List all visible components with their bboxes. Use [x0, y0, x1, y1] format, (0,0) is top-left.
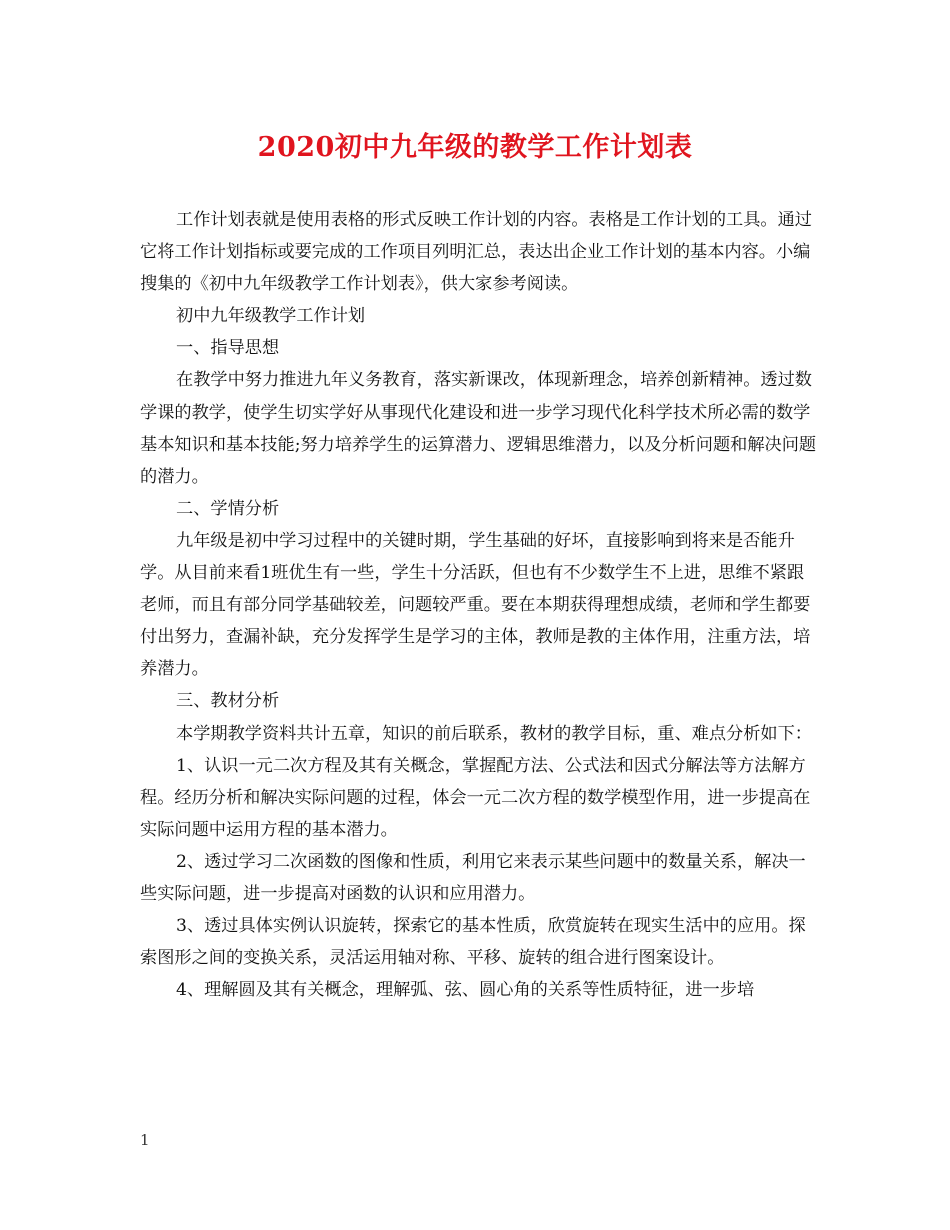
plan-heading: 初中九年级教学工作计划: [176, 306, 366, 327]
list-item-2: 2、透过学习二次函数的图像和性质，利用它来表示某些问题中的数量关系，解决一些实际问题，进一步提高对函数的认识和应用潜力。: [140, 851, 806, 904]
paragraph-textbook-analysis: 本学期教学资料共计五章，知识的前后联系，教材的教学目标，重、难点分析如下：: [176, 723, 812, 744]
paragraph-intro: 工作计划表就是使用表格的形式反映工作计划的内容。表格是工作计划的工具。通过它将工作计划指标或要完成的工作项目列明汇总，表达出企业工作计划的基本内容。小编搜集的《初中九年级教学工作计划表》，供大家参考阅读。: [140, 210, 812, 295]
document-title: 2020初中九年级的教学工作计划表: [257, 132, 693, 163]
list-item-3: 3、透过具体实例认识旋转，探索它的基本性质，欣赏旋转在现实生活中的应用。探索图形之间的变换关系，灵活运用轴对称、平移、旋转的组合进行图案设计。: [140, 916, 806, 969]
section-heading-guiding-idea: 一、指导思想: [176, 338, 280, 359]
paragraph-guiding-idea: 在教学中努力推进九年义务教育，落实新课改，体现新理念，培养创新精神。透过数学课的教学，使学生切实学好从事现代化建设和进一步学习现代化科学技术所必需的数学基本知识和基本技能;努力培养学生的运算潜力、逻辑思维潜力，以及分析问题和解决问题的潜力。: [140, 370, 817, 487]
list-item-4: 4、理解圆及其有关概念，理解弧、弦、圆心角的关系等性质特征，进一步培: [176, 980, 755, 1001]
page-number: 1: [140, 1131, 150, 1149]
document-body: [140, 204, 820, 1006]
section-heading-student-analysis: 二、学情分析: [176, 498, 280, 519]
section-heading-textbook-analysis: 三、教材分析: [176, 691, 280, 712]
paragraph-student-analysis: 九年级是初中学习过程中的关键时期，学生基础的好坏，直接影响到将来是否能升学。从目前来看1班优生有一些，学生十分活跃，但也有不少数学生不上进，思维不紧跟老师，而且有部分同学基础较差，问题较严重。要在本期获得理想成绩，老师和学生都要付出努力，查漏补缺，充分发挥学生是学习的主体，教师是教的主体作用，注重方法，培养潜力。: [140, 530, 811, 680]
list-item-1: 1、认识一元二次方程及其有关概念，掌握配方法、公式法和因式分解法等方法解方程。经历分析和解决实际问题的过程，体会一元二次方程的数学模型作用，进一步提高在实际问题中运用方程的基本潜力。: [140, 755, 811, 840]
